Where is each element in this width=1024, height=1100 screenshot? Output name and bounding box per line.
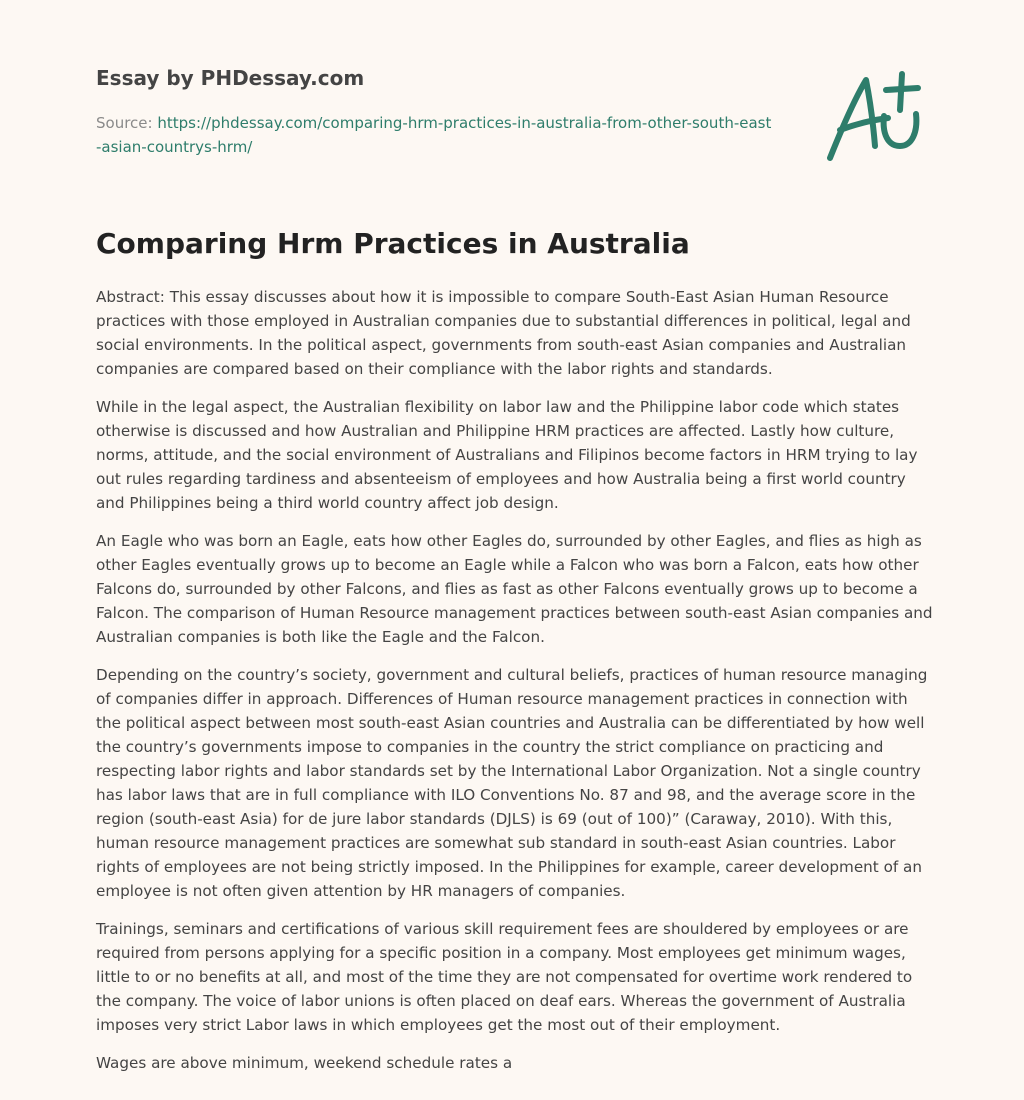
article-title: Comparing Hrm Practices in Australia <box>96 227 690 260</box>
article-paragraph: Abstract: This essay discusses about how it is impossible to compare South-East Asian Human Resource practices with those employed in Australian companies due to substantial differences in political, legal and social environments. In the political aspect, governments from south-east Asian companies and Australian companies are compared based on their compliance with the labor rights and standards. <box>96 288 911 378</box>
site-brand: Essay by PHDessay.com <box>96 66 365 90</box>
article-paragraph: Wages are above minimum, weekend schedule rates a <box>96 1054 513 1072</box>
article-body <box>96 285 936 1089</box>
article-paragraph: Depending on the country’s society, government and cultural beliefs, practices of human resource managing of companies differ in approach. Differences of Human resource management practices in connection with the political aspect between most south-east Asian countries and Australia can be differentiated by how well the country’s governments impose to companies in the country the strict compliance on practicing and respecting labor rights and labor standards set by the International Labor Organization. Not a single country has labor laws that are in full compliance with ILO Conventions No. 87 and 98, and the average score in the region (south-east Asia) for de jure labor standards (DJLS) is 69 (out of 100)” (Caraway, 2010). With this, human resource management practices are somewhat sub standard in south-east Asian countries. Labor rights of employees are not being strictly imposed. In the Philippines for example, career development of an employee is not often given attention by HR managers of companies. <box>96 666 928 900</box>
article-paragraph: While in the legal aspect, the Australian flexibility on labor law and the Philippine labor code which states otherwise is discussed and how Australian and Philippine HRM practices are affected. Lastly how culture, norms, attitude, and the social environment of Australians and Filipinos become factors in HRM trying to lay out rules regarding tardiness and absenteeism of employees and how Australia being a first world country and Philippines being a third world country affect job design. <box>96 398 918 512</box>
a-plus-logo-icon <box>818 66 928 166</box>
source-label: Source: <box>96 114 158 132</box>
source-line <box>96 111 776 159</box>
source-link[interactable]: https://phdessay.com/comparing-hrm-practices-in-australia-from-other-south-east-asian-countrys-hrm/ <box>96 114 772 156</box>
article-paragraph: An Eagle who was born an Eagle, eats how other Eagles do, surrounded by other Eagles, and flies as high as other Eagles eventually grows up to become an Eagle while a Falcon who was born a Falcon, eats how other Falcons do, surrounded by other Falcons, and flies as fast as other Falcons eventually grows up to become a Falcon. The comparison of Human Resource management practices between south-east Asian companies and Australian companies is both like the Eagle and the Falcon. <box>96 532 933 646</box>
article-paragraph: Trainings, seminars and certifications of various skill requirement fees are shouldered by employees or are required from persons applying for a specific position in a company. Most employees get minimum wages, little to or no benefits at all, and most of the time they are not compensated for overtime work rendered to the company. The voice of labor unions is often placed on deaf ears. Whereas the government of Australia imposes very strict Labor laws in which employees get the most out of their employment. <box>96 920 913 1034</box>
